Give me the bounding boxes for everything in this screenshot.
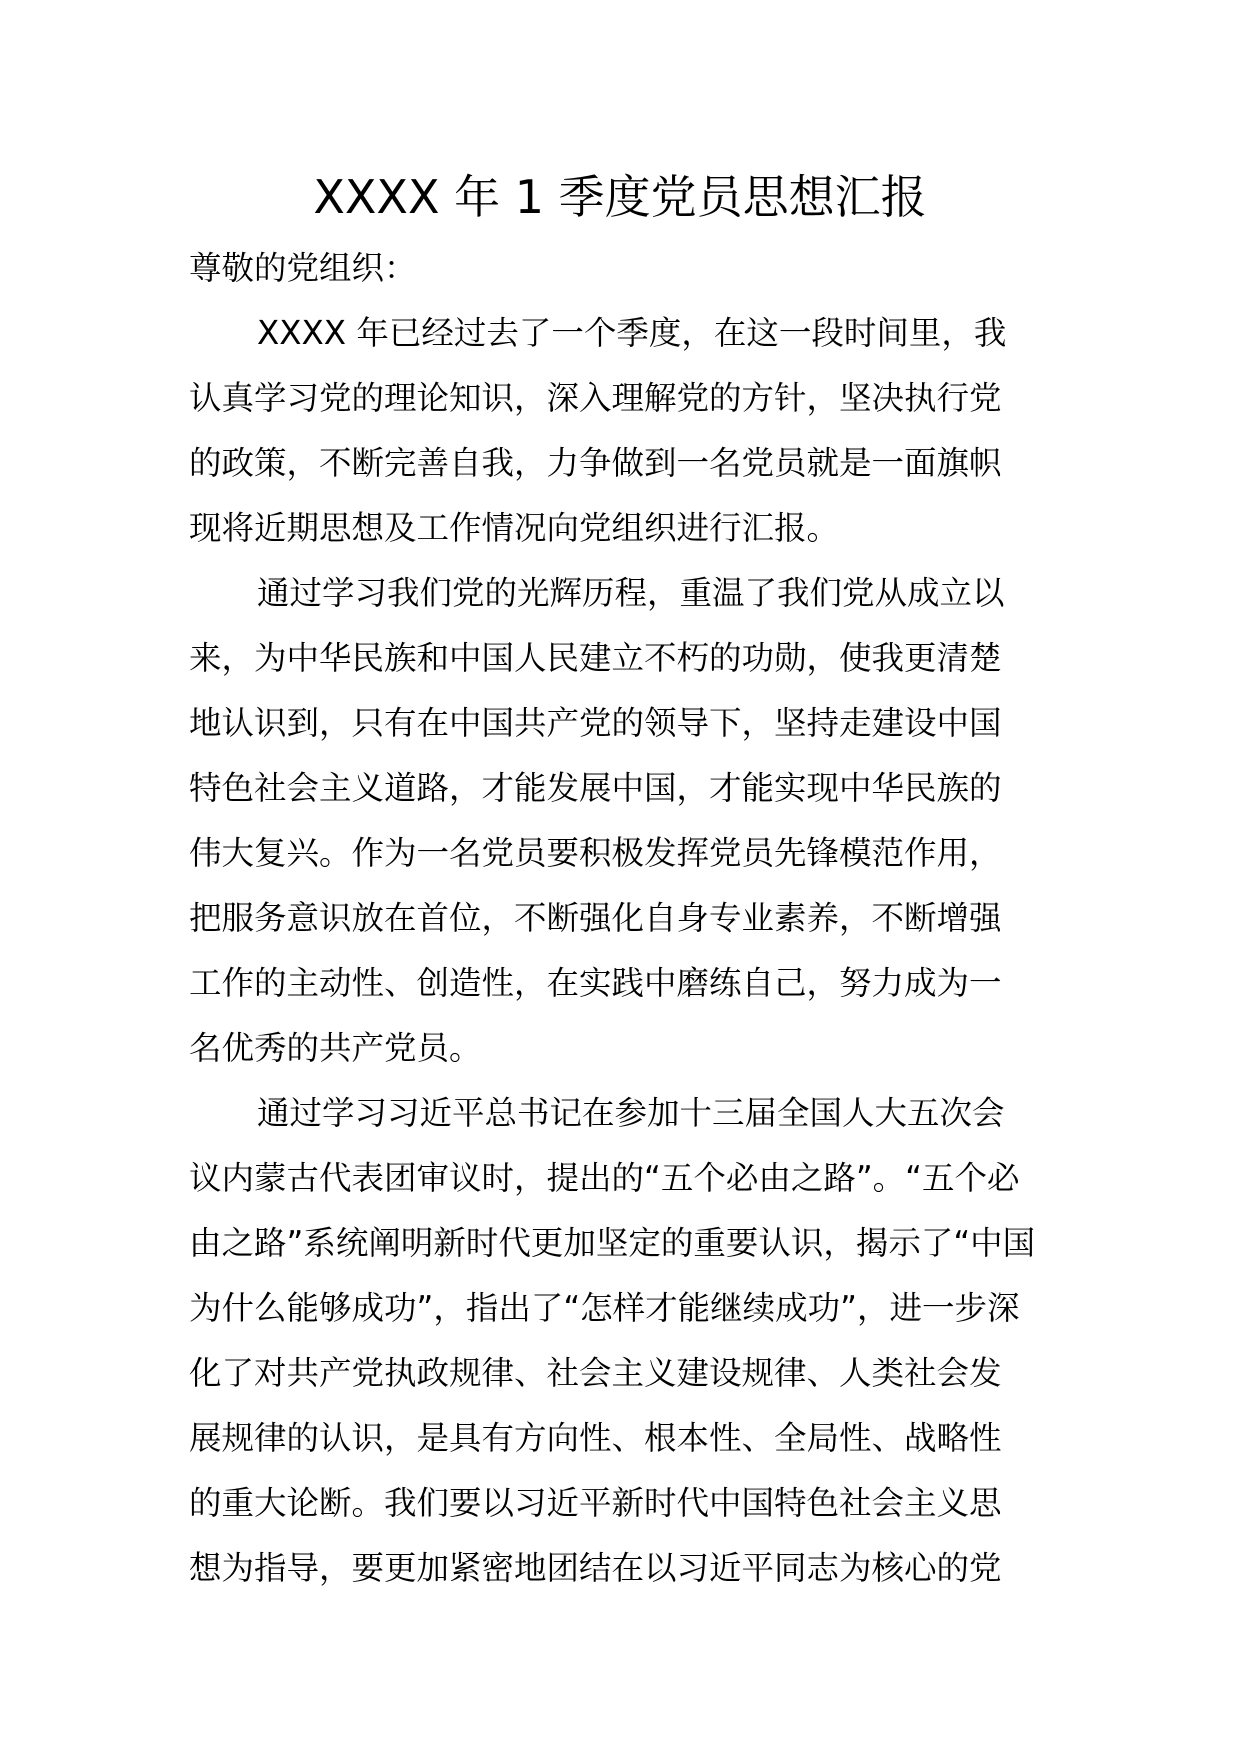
paragraph-1 <box>189 301 1061 561</box>
paragraph-line: 化了对共产党执政规律、社会主义建设规律、人类社会发 <box>189 1354 1002 1392</box>
paragraph-line: 的重大论断。我们要以习近平新时代中国特色社会主义思 <box>189 1484 1002 1522</box>
paragraph-3 <box>189 1081 1061 1601</box>
paragraph-line: 地认识到，只有在中国共产党的领导下，坚持走建设中国 <box>189 704 1002 742</box>
paragraph-line: 想为指导，要更加紧密地团结在以习近平同志为核心的党 <box>189 1549 1002 1587</box>
paragraph-line: 工作的主动性、创造性，在实践中磨练自己，努力成为一 <box>189 964 1002 1002</box>
paragraph-line: 展规律的认识，是具有方向性、根本性、全局性、战略性 <box>189 1419 1002 1457</box>
document-title: XXXX 年 1 季度党员思想汇报 <box>313 170 927 224</box>
paragraph-line: 认真学习党的理论知识，深入理解党的方针，坚决执行党 <box>189 379 1002 417</box>
paragraph-2 <box>189 561 1061 1081</box>
paragraph-line: 把服务意识放在首位，不断强化自身专业素养，不断增强 <box>189 899 1002 937</box>
paragraph-line: 现将近期思想及工作情况向党组织进行汇报。 <box>189 509 840 547</box>
paragraph-line: 由之路”系统阐明新时代更加坚定的重要认识，揭示了“中国 <box>189 1224 1036 1262</box>
paragraph-line: 通过学习我们党的光辉历程，重温了我们党从成立以 <box>257 574 1005 612</box>
paragraph-line: 通过学习习近平总书记在参加十三届全国人大五次会 <box>257 1094 1005 1132</box>
paragraph-line: 来，为中华民族和中国人民建立不朽的功勋，使我更清楚 <box>189 639 1002 677</box>
paragraph-line: 特色社会主义道路，才能发展中国，才能实现中华民族的 <box>189 769 1002 807</box>
paragraph-line: XXXX 年已经过去了一个季度，在这一段时间里，我 <box>257 314 1007 352</box>
paragraph-line: 为什么能够成功”，指出了“怎样才能继续成功”，进一步深 <box>189 1289 1020 1327</box>
document-body <box>189 236 1061 1601</box>
salutation: 尊敬的党组织： <box>189 249 417 287</box>
paragraph-line: 议内蒙古代表团审议时，提出的“五个必由之路”。“五个必 <box>189 1159 1020 1197</box>
paragraph-line: 伟大复兴。作为一名党员要积极发挥党员先锋模范作用， <box>189 834 1002 872</box>
paragraph-line: 的政策，不断完善自我，力争做到一名党员就是一面旗帜 <box>189 444 1002 482</box>
paragraph-line: 名优秀的共产党员。 <box>189 1029 482 1067</box>
